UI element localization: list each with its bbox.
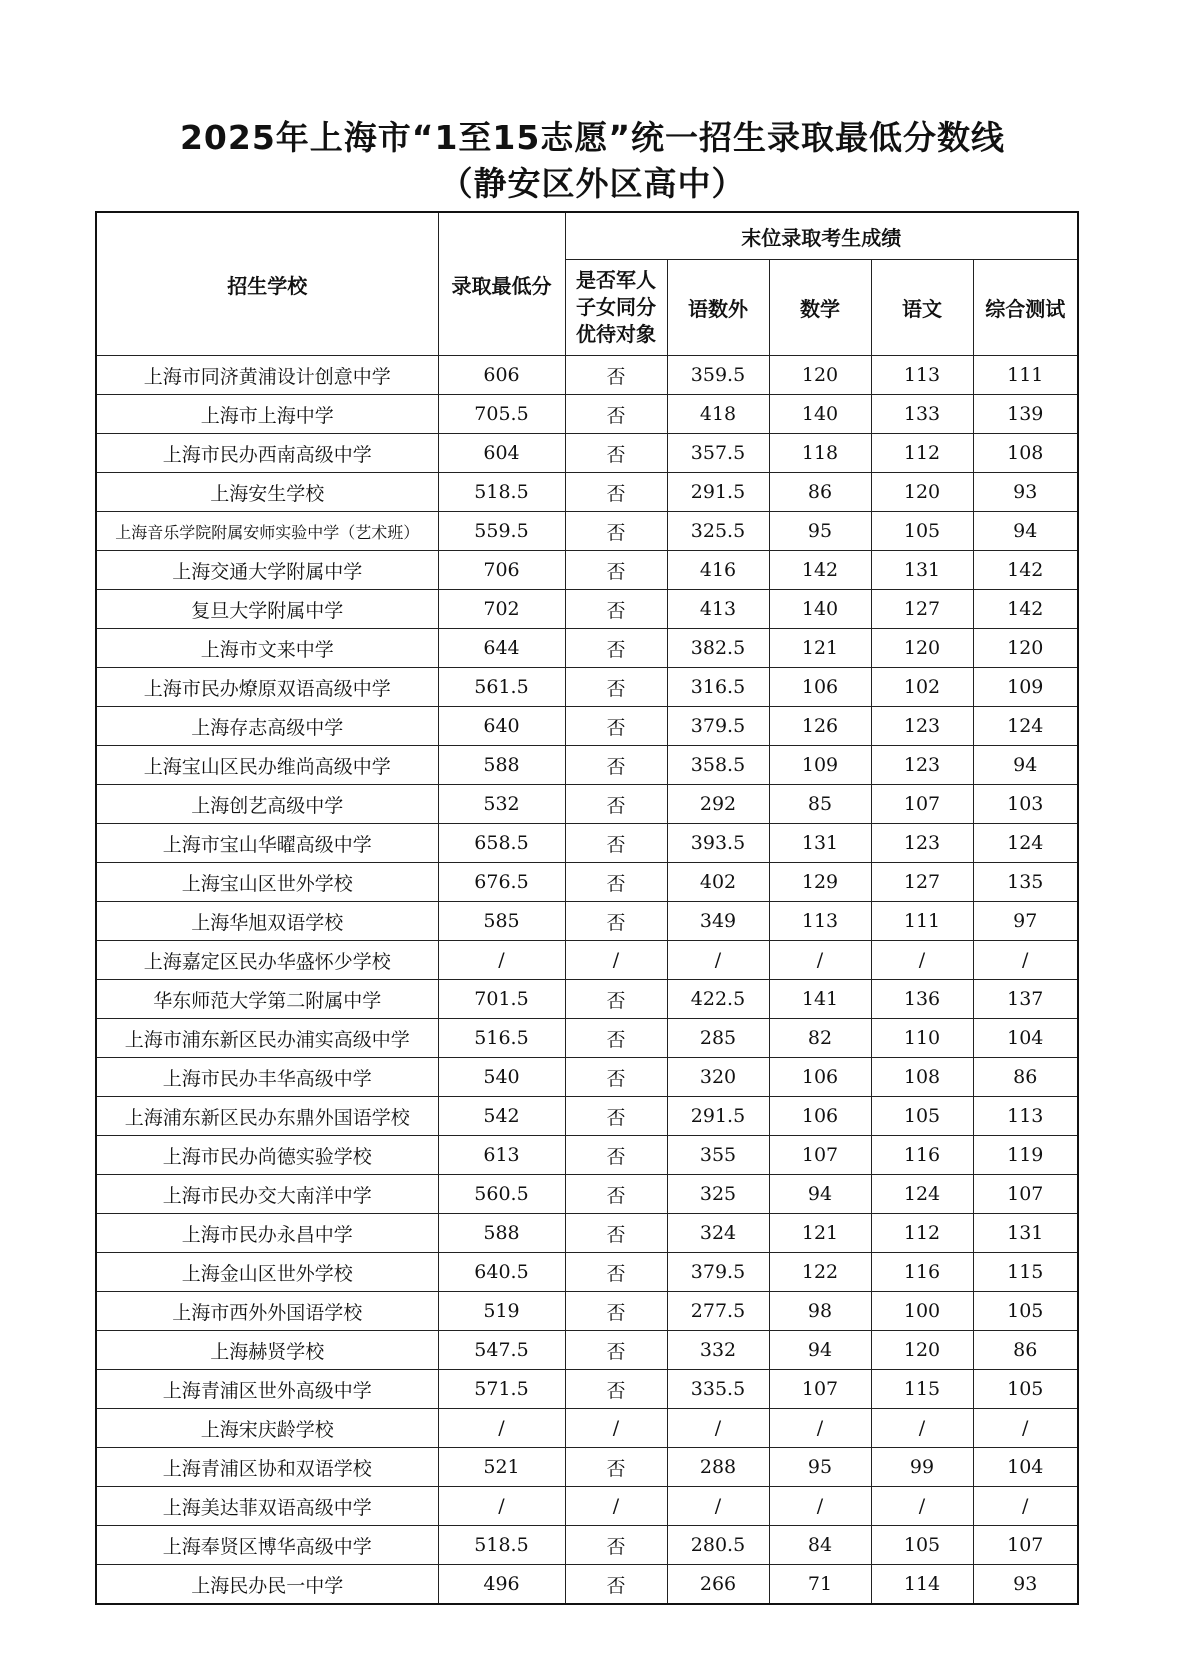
cell-military-priority: 否 bbox=[565, 824, 667, 863]
cell-math: 140 bbox=[769, 590, 871, 629]
cell-chinese: 108 bbox=[871, 1058, 973, 1097]
header-last-admitted-group: 末位录取考生成绩 bbox=[565, 212, 1078, 260]
cell-comprehensive: 107 bbox=[973, 1175, 1078, 1214]
cell-min-score: 547.5 bbox=[438, 1331, 565, 1370]
cell-military-priority: 否 bbox=[565, 473, 667, 512]
cell-min-score: 640.5 bbox=[438, 1253, 565, 1292]
cell-school: 上海宝山区民办维尚高级中学 bbox=[96, 746, 438, 785]
cell-chinese: 123 bbox=[871, 746, 973, 785]
table-body bbox=[96, 356, 1078, 1605]
cell-comprehensive: / bbox=[973, 1487, 1078, 1526]
cell-military-priority: 否 bbox=[565, 1214, 667, 1253]
table-row bbox=[96, 1331, 1078, 1370]
cell-math: 84 bbox=[769, 1526, 871, 1565]
cell-military-priority: 否 bbox=[565, 1565, 667, 1605]
cell-military-priority: / bbox=[565, 1487, 667, 1526]
cell-chinese: 110 bbox=[871, 1019, 973, 1058]
cell-math: 107 bbox=[769, 1136, 871, 1175]
table-row bbox=[96, 1019, 1078, 1058]
table-row bbox=[96, 668, 1078, 707]
cell-school: 上海存志高级中学 bbox=[96, 707, 438, 746]
cell-school: 上海市民办西南高级中学 bbox=[96, 434, 438, 473]
cell-comprehensive: 115 bbox=[973, 1253, 1078, 1292]
cell-math: 142 bbox=[769, 551, 871, 590]
cell-chinese: 131 bbox=[871, 551, 973, 590]
cell-min-score: 571.5 bbox=[438, 1370, 565, 1409]
cell-school: 上海音乐学院附属安师实验中学（艺术班） bbox=[96, 512, 438, 551]
cell-min-score: 519 bbox=[438, 1292, 565, 1331]
cell-chinese: 127 bbox=[871, 590, 973, 629]
cell-school: 上海赫贤学校 bbox=[96, 1331, 438, 1370]
cell-chinese: 120 bbox=[871, 629, 973, 668]
cell-military-priority: 否 bbox=[565, 356, 667, 395]
cell-comprehensive: / bbox=[973, 941, 1078, 980]
cell-military-priority: 否 bbox=[565, 1448, 667, 1487]
cell-min-score: 496 bbox=[438, 1565, 565, 1605]
cell-chinese: 105 bbox=[871, 1526, 973, 1565]
cell-min-score: 532 bbox=[438, 785, 565, 824]
table-row bbox=[96, 1487, 1078, 1526]
cell-comprehensive: 97 bbox=[973, 902, 1078, 941]
cell-comprehensive: 113 bbox=[973, 1097, 1078, 1136]
cell-min-score: 540 bbox=[438, 1058, 565, 1097]
cell-comprehensive: 104 bbox=[973, 1448, 1078, 1487]
cell-math: 126 bbox=[769, 707, 871, 746]
table-row bbox=[96, 1448, 1078, 1487]
cell-yushuwai: / bbox=[667, 1409, 769, 1448]
page-subtitle: （静安区外区高中） bbox=[439, 164, 746, 203]
table-row bbox=[96, 1136, 1078, 1175]
table-row bbox=[96, 512, 1078, 551]
cell-comprehensive: 135 bbox=[973, 863, 1078, 902]
cell-chinese: 133 bbox=[871, 395, 973, 434]
cell-school: 上海市西外外国语学校 bbox=[96, 1292, 438, 1331]
cell-school: 上海民办民一中学 bbox=[96, 1565, 438, 1605]
cell-math: 85 bbox=[769, 785, 871, 824]
cell-chinese: 127 bbox=[871, 863, 973, 902]
cell-chinese: 124 bbox=[871, 1175, 973, 1214]
cell-math: 109 bbox=[769, 746, 871, 785]
cell-yushuwai: 393.5 bbox=[667, 824, 769, 863]
cell-yushuwai: 291.5 bbox=[667, 473, 769, 512]
cell-military-priority: 否 bbox=[565, 1019, 667, 1058]
table-row bbox=[96, 1409, 1078, 1448]
cell-chinese: 111 bbox=[871, 902, 973, 941]
cell-comprehensive: 124 bbox=[973, 707, 1078, 746]
cell-yushuwai: 416 bbox=[667, 551, 769, 590]
cell-yushuwai: 382.5 bbox=[667, 629, 769, 668]
cell-chinese: 116 bbox=[871, 1253, 973, 1292]
cell-yushuwai: 379.5 bbox=[667, 707, 769, 746]
cell-math: 82 bbox=[769, 1019, 871, 1058]
table-row bbox=[96, 1253, 1078, 1292]
cell-school: 上海宋庆龄学校 bbox=[96, 1409, 438, 1448]
cell-min-score: 560.5 bbox=[438, 1175, 565, 1214]
cell-min-score: 705.5 bbox=[438, 395, 565, 434]
cell-comprehensive: 142 bbox=[973, 590, 1078, 629]
cell-yushuwai: 418 bbox=[667, 395, 769, 434]
cell-math: 106 bbox=[769, 668, 871, 707]
header-min-score: 录取最低分 bbox=[438, 212, 565, 356]
cell-school: 上海市民办永昌中学 bbox=[96, 1214, 438, 1253]
cell-comprehensive: 94 bbox=[973, 746, 1078, 785]
cell-chinese: 113 bbox=[871, 356, 973, 395]
cell-comprehensive: 119 bbox=[973, 1136, 1078, 1175]
cell-math: / bbox=[769, 1487, 871, 1526]
cell-yushuwai: 357.5 bbox=[667, 434, 769, 473]
table-row bbox=[96, 746, 1078, 785]
cell-school: 复旦大学附属中学 bbox=[96, 590, 438, 629]
cell-yushuwai: / bbox=[667, 1487, 769, 1526]
cell-min-score: 559.5 bbox=[438, 512, 565, 551]
cell-yushuwai: 266 bbox=[667, 1565, 769, 1605]
cell-school: 上海安生学校 bbox=[96, 473, 438, 512]
cell-math: 118 bbox=[769, 434, 871, 473]
cell-yushuwai: 358.5 bbox=[667, 746, 769, 785]
table-row bbox=[96, 1526, 1078, 1565]
cell-school: 华东师范大学第二附属中学 bbox=[96, 980, 438, 1019]
table-row bbox=[96, 1565, 1078, 1605]
table-row bbox=[96, 1097, 1078, 1136]
cell-comprehensive: 105 bbox=[973, 1292, 1078, 1331]
cell-chinese: / bbox=[871, 1487, 973, 1526]
cell-math: / bbox=[769, 1409, 871, 1448]
cell-min-score: 585 bbox=[438, 902, 565, 941]
cell-chinese: / bbox=[871, 941, 973, 980]
cell-yushuwai: 288 bbox=[667, 1448, 769, 1487]
cell-min-score: 702 bbox=[438, 590, 565, 629]
cell-school: 上海奉贤区博华高级中学 bbox=[96, 1526, 438, 1565]
table-row bbox=[96, 863, 1078, 902]
cell-military-priority: 否 bbox=[565, 1097, 667, 1136]
table-row bbox=[96, 1214, 1078, 1253]
cell-chinese: 112 bbox=[871, 434, 973, 473]
cell-chinese: 116 bbox=[871, 1136, 973, 1175]
cell-min-score: / bbox=[438, 1409, 565, 1448]
cell-math: 120 bbox=[769, 356, 871, 395]
cell-math: 131 bbox=[769, 824, 871, 863]
cell-military-priority: 否 bbox=[565, 1136, 667, 1175]
cell-school: 上海创艺高级中学 bbox=[96, 785, 438, 824]
cell-min-score: 542 bbox=[438, 1097, 565, 1136]
table-row bbox=[96, 1292, 1078, 1331]
cell-chinese: 120 bbox=[871, 473, 973, 512]
cell-math: 113 bbox=[769, 902, 871, 941]
table-row bbox=[96, 1058, 1078, 1097]
cell-school: 上海市民办交大南洋中学 bbox=[96, 1175, 438, 1214]
table-row bbox=[96, 590, 1078, 629]
cell-min-score: 588 bbox=[438, 746, 565, 785]
score-table bbox=[95, 211, 1079, 1605]
cell-math: 129 bbox=[769, 863, 871, 902]
cell-yushuwai: 349 bbox=[667, 902, 769, 941]
cell-school: 上海宝山区世外学校 bbox=[96, 863, 438, 902]
cell-min-score: 588 bbox=[438, 1214, 565, 1253]
cell-comprehensive: 105 bbox=[973, 1370, 1078, 1409]
cell-chinese: 136 bbox=[871, 980, 973, 1019]
cell-military-priority: 否 bbox=[565, 1370, 667, 1409]
cell-yushuwai: 355 bbox=[667, 1136, 769, 1175]
cell-min-score: 604 bbox=[438, 434, 565, 473]
cell-chinese: 115 bbox=[871, 1370, 973, 1409]
cell-yushuwai: 379.5 bbox=[667, 1253, 769, 1292]
cell-school: 上海市民办丰华高级中学 bbox=[96, 1058, 438, 1097]
page-title: 2025年上海市“1至15志愿”统一招生录取最低分数线 bbox=[179, 118, 1006, 157]
cell-military-priority: 否 bbox=[565, 629, 667, 668]
cell-math: / bbox=[769, 941, 871, 980]
cell-comprehensive: / bbox=[973, 1409, 1078, 1448]
cell-school: 上海青浦区世外高级中学 bbox=[96, 1370, 438, 1409]
cell-chinese: 105 bbox=[871, 512, 973, 551]
cell-school: 上海金山区世外学校 bbox=[96, 1253, 438, 1292]
table-row bbox=[96, 980, 1078, 1019]
cell-min-score: 701.5 bbox=[438, 980, 565, 1019]
cell-chinese: 105 bbox=[871, 1097, 973, 1136]
cell-min-score: 658.5 bbox=[438, 824, 565, 863]
header-chinese: 语文 bbox=[871, 260, 973, 356]
cell-military-priority: / bbox=[565, 1409, 667, 1448]
cell-min-score: / bbox=[438, 941, 565, 980]
cell-chinese: / bbox=[871, 1409, 973, 1448]
cell-military-priority: 否 bbox=[565, 863, 667, 902]
table-row bbox=[96, 707, 1078, 746]
cell-comprehensive: 93 bbox=[973, 1565, 1078, 1605]
table-row bbox=[96, 473, 1078, 512]
cell-chinese: 107 bbox=[871, 785, 973, 824]
cell-comprehensive: 104 bbox=[973, 1019, 1078, 1058]
table-row bbox=[96, 1370, 1078, 1409]
cell-comprehensive: 86 bbox=[973, 1331, 1078, 1370]
cell-school: 上海美达菲双语高级中学 bbox=[96, 1487, 438, 1526]
cell-chinese: 102 bbox=[871, 668, 973, 707]
cell-military-priority: 否 bbox=[565, 980, 667, 1019]
cell-min-score: 644 bbox=[438, 629, 565, 668]
header-math: 数学 bbox=[769, 260, 871, 356]
table-row bbox=[96, 629, 1078, 668]
cell-school: 上海青浦区协和双语学校 bbox=[96, 1448, 438, 1487]
cell-military-priority: 否 bbox=[565, 434, 667, 473]
cell-military-priority: 否 bbox=[565, 668, 667, 707]
header-yushuwai: 语数外 bbox=[667, 260, 769, 356]
cell-yushuwai: 325.5 bbox=[667, 512, 769, 551]
cell-yushuwai: 402 bbox=[667, 863, 769, 902]
cell-chinese: 120 bbox=[871, 1331, 973, 1370]
cell-military-priority: 否 bbox=[565, 551, 667, 590]
cell-military-priority: 否 bbox=[565, 590, 667, 629]
cell-school: 上海华旭双语学校 bbox=[96, 902, 438, 941]
cell-school: 上海市浦东新区民办浦实高级中学 bbox=[96, 1019, 438, 1058]
table-row bbox=[96, 1175, 1078, 1214]
cell-comprehensive: 124 bbox=[973, 824, 1078, 863]
cell-yushuwai: / bbox=[667, 941, 769, 980]
cell-math: 141 bbox=[769, 980, 871, 1019]
cell-chinese: 123 bbox=[871, 707, 973, 746]
cell-comprehensive: 86 bbox=[973, 1058, 1078, 1097]
cell-yushuwai: 332 bbox=[667, 1331, 769, 1370]
cell-yushuwai: 292 bbox=[667, 785, 769, 824]
cell-yushuwai: 335.5 bbox=[667, 1370, 769, 1409]
cell-school: 上海市文来中学 bbox=[96, 629, 438, 668]
cell-school: 上海市民办尚德实验学校 bbox=[96, 1136, 438, 1175]
cell-math: 95 bbox=[769, 1448, 871, 1487]
cell-math: 71 bbox=[769, 1565, 871, 1605]
cell-comprehensive: 137 bbox=[973, 980, 1078, 1019]
cell-chinese: 112 bbox=[871, 1214, 973, 1253]
cell-military-priority: 否 bbox=[565, 1175, 667, 1214]
cell-comprehensive: 94 bbox=[973, 512, 1078, 551]
cell-min-score: / bbox=[438, 1487, 565, 1526]
cell-military-priority: 否 bbox=[565, 1253, 667, 1292]
cell-military-priority: 否 bbox=[565, 395, 667, 434]
cell-school: 上海交通大学附属中学 bbox=[96, 551, 438, 590]
cell-yushuwai: 277.5 bbox=[667, 1292, 769, 1331]
table-row bbox=[96, 902, 1078, 941]
cell-military-priority: 否 bbox=[565, 512, 667, 551]
cell-math: 94 bbox=[769, 1175, 871, 1214]
cell-comprehensive: 131 bbox=[973, 1214, 1078, 1253]
cell-comprehensive: 103 bbox=[973, 785, 1078, 824]
cell-math: 140 bbox=[769, 395, 871, 434]
cell-yushuwai: 285 bbox=[667, 1019, 769, 1058]
cell-yushuwai: 324 bbox=[667, 1214, 769, 1253]
cell-yushuwai: 359.5 bbox=[667, 356, 769, 395]
cell-school: 上海市民办燎原双语高级中学 bbox=[96, 668, 438, 707]
cell-comprehensive: 93 bbox=[973, 473, 1078, 512]
cell-min-score: 706 bbox=[438, 551, 565, 590]
cell-comprehensive: 111 bbox=[973, 356, 1078, 395]
table-row bbox=[96, 356, 1078, 395]
table-row bbox=[96, 395, 1078, 434]
cell-military-priority: 否 bbox=[565, 1331, 667, 1370]
cell-min-score: 518.5 bbox=[438, 1526, 565, 1565]
cell-yushuwai: 280.5 bbox=[667, 1526, 769, 1565]
cell-math: 106 bbox=[769, 1097, 871, 1136]
cell-math: 121 bbox=[769, 629, 871, 668]
cell-min-score: 521 bbox=[438, 1448, 565, 1487]
cell-math: 121 bbox=[769, 1214, 871, 1253]
cell-chinese: 114 bbox=[871, 1565, 973, 1605]
cell-comprehensive: 108 bbox=[973, 434, 1078, 473]
table-row bbox=[96, 551, 1078, 590]
cell-comprehensive: 120 bbox=[973, 629, 1078, 668]
table-row bbox=[96, 785, 1078, 824]
cell-min-score: 613 bbox=[438, 1136, 565, 1175]
cell-military-priority: 否 bbox=[565, 1526, 667, 1565]
table-row bbox=[96, 941, 1078, 980]
cell-chinese: 99 bbox=[871, 1448, 973, 1487]
cell-school: 上海市宝山华曜高级中学 bbox=[96, 824, 438, 863]
cell-yushuwai: 413 bbox=[667, 590, 769, 629]
cell-comprehensive: 139 bbox=[973, 395, 1078, 434]
cell-math: 86 bbox=[769, 473, 871, 512]
table-row bbox=[96, 434, 1078, 473]
cell-chinese: 100 bbox=[871, 1292, 973, 1331]
header-military-priority: 是否军人子女同分优待对象 bbox=[565, 260, 667, 356]
cell-military-priority: 否 bbox=[565, 785, 667, 824]
cell-min-score: 518.5 bbox=[438, 473, 565, 512]
cell-chinese: 123 bbox=[871, 824, 973, 863]
cell-military-priority: 否 bbox=[565, 1058, 667, 1097]
header-school: 招生学校 bbox=[96, 212, 438, 356]
table-row bbox=[96, 824, 1078, 863]
cell-min-score: 606 bbox=[438, 356, 565, 395]
cell-min-score: 640 bbox=[438, 707, 565, 746]
cell-school: 上海嘉定区民办华盛怀少学校 bbox=[96, 941, 438, 980]
cell-military-priority: 否 bbox=[565, 902, 667, 941]
cell-yushuwai: 422.5 bbox=[667, 980, 769, 1019]
cell-military-priority: 否 bbox=[565, 1292, 667, 1331]
cell-comprehensive: 142 bbox=[973, 551, 1078, 590]
cell-yushuwai: 325 bbox=[667, 1175, 769, 1214]
cell-min-score: 676.5 bbox=[438, 863, 565, 902]
cell-school: 上海市上海中学 bbox=[96, 395, 438, 434]
cell-math: 107 bbox=[769, 1370, 871, 1409]
cell-yushuwai: 316.5 bbox=[667, 668, 769, 707]
cell-min-score: 516.5 bbox=[438, 1019, 565, 1058]
cell-yushuwai: 291.5 bbox=[667, 1097, 769, 1136]
cell-military-priority: 否 bbox=[565, 746, 667, 785]
cell-math: 98 bbox=[769, 1292, 871, 1331]
cell-math: 106 bbox=[769, 1058, 871, 1097]
cell-math: 94 bbox=[769, 1331, 871, 1370]
cell-yushuwai: 320 bbox=[667, 1058, 769, 1097]
cell-math: 95 bbox=[769, 512, 871, 551]
cell-military-priority: / bbox=[565, 941, 667, 980]
cell-comprehensive: 109 bbox=[973, 668, 1078, 707]
cell-math: 122 bbox=[769, 1253, 871, 1292]
cell-comprehensive: 107 bbox=[973, 1526, 1078, 1565]
cell-school: 上海市同济黄浦设计创意中学 bbox=[96, 356, 438, 395]
cell-military-priority: 否 bbox=[565, 707, 667, 746]
cell-school: 上海浦东新区民办东鼎外国语学校 bbox=[96, 1097, 438, 1136]
header-comprehensive: 综合测试 bbox=[973, 260, 1078, 356]
cell-min-score: 561.5 bbox=[438, 668, 565, 707]
